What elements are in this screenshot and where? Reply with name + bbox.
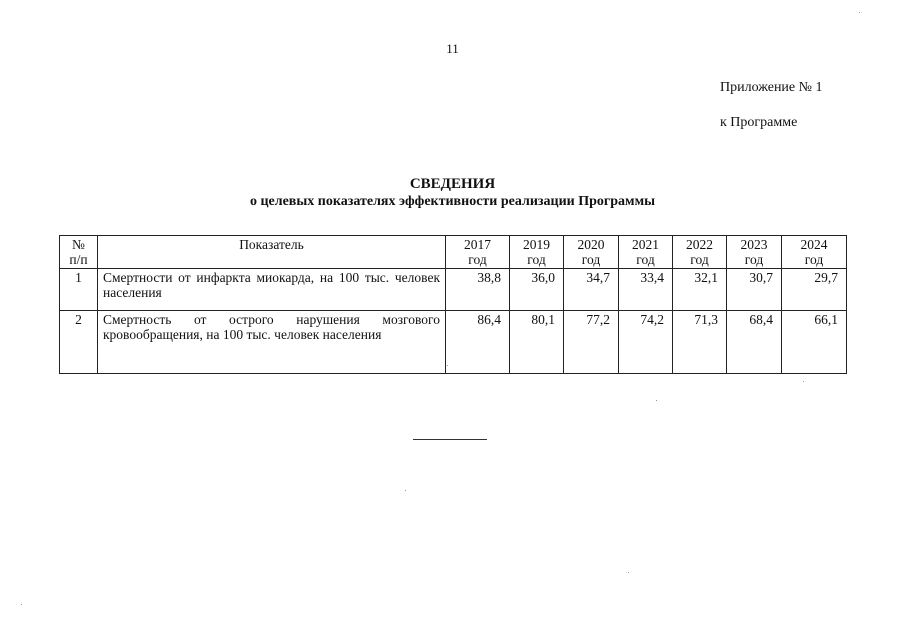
year-unit: год xyxy=(690,252,709,267)
value-2024: 66,1 xyxy=(782,311,847,374)
scan-speck xyxy=(628,572,629,573)
year-label: 2021 xyxy=(632,237,659,252)
header-year-2022 xyxy=(673,236,727,269)
year-unit: год xyxy=(527,252,546,267)
scan-speck xyxy=(656,400,657,401)
scan-speck xyxy=(447,365,448,366)
year-label: 2023 xyxy=(740,237,768,252)
value-2020: 34,7 xyxy=(564,269,619,311)
row-number: 1 xyxy=(60,269,98,311)
year-label: 2024 xyxy=(800,237,828,252)
value-2023: 30,7 xyxy=(727,269,782,311)
document-subtitle: о целевых показателях эффективности реализации Программы xyxy=(249,194,656,209)
indicator-name: Смертность от острого нарушения мозгового кровообращения, на 100 тыс. человек населения xyxy=(98,311,446,374)
header-number-line2: п/п xyxy=(69,252,88,267)
value-2021: 33,4 xyxy=(619,269,673,311)
value-2023: 68,4 xyxy=(727,311,782,374)
scan-speck xyxy=(859,12,860,13)
table-row xyxy=(60,269,847,311)
scan-speck xyxy=(803,381,804,382)
scan-speck xyxy=(21,604,22,605)
header-year-2024 xyxy=(782,236,847,269)
year-unit: год xyxy=(468,252,487,267)
closing-rule xyxy=(413,439,487,440)
row-number: 2 xyxy=(60,311,98,374)
appendix-reference: к Программе xyxy=(720,115,798,130)
year-label: 2019 xyxy=(523,237,550,252)
value-2019: 80,1 xyxy=(510,311,564,374)
document-title: СВЕДЕНИЯ xyxy=(409,176,496,192)
header-year-2021 xyxy=(619,236,673,269)
value-2024: 29,7 xyxy=(782,269,847,311)
value-2021: 74,2 xyxy=(619,311,673,374)
table-row xyxy=(60,311,847,374)
value-2020: 77,2 xyxy=(564,311,619,374)
table-header-row xyxy=(60,236,847,269)
year-unit: год xyxy=(744,252,764,267)
page-number: 11 xyxy=(446,41,459,56)
value-2017: 86,4 xyxy=(446,311,510,374)
appendix-label: Приложение № 1 xyxy=(720,80,823,95)
header-number-line1: № xyxy=(72,237,85,252)
header-year-2020 xyxy=(564,236,619,269)
year-label: 2020 xyxy=(577,237,605,252)
indicator-name: Смертности от инфаркта миокарда, на 100 тыс. человек населения xyxy=(98,269,446,311)
indicators-table xyxy=(59,235,847,374)
year-unit: год xyxy=(581,252,601,267)
header-year-2019 xyxy=(510,236,564,269)
header-indicator: Показатель xyxy=(98,236,446,269)
header-year-2017 xyxy=(446,236,510,269)
year-unit: год xyxy=(804,252,824,267)
value-2017: 38,8 xyxy=(446,269,510,311)
header-year-2023 xyxy=(727,236,782,269)
value-2022: 32,1 xyxy=(673,269,727,311)
year-label: 2017 xyxy=(464,237,491,252)
value-2019: 36,0 xyxy=(510,269,564,311)
header-number xyxy=(60,236,98,269)
year-label: 2022 xyxy=(686,237,713,252)
scan-speck xyxy=(405,490,406,491)
year-unit: год xyxy=(636,252,655,267)
value-2022: 71,3 xyxy=(673,311,727,374)
